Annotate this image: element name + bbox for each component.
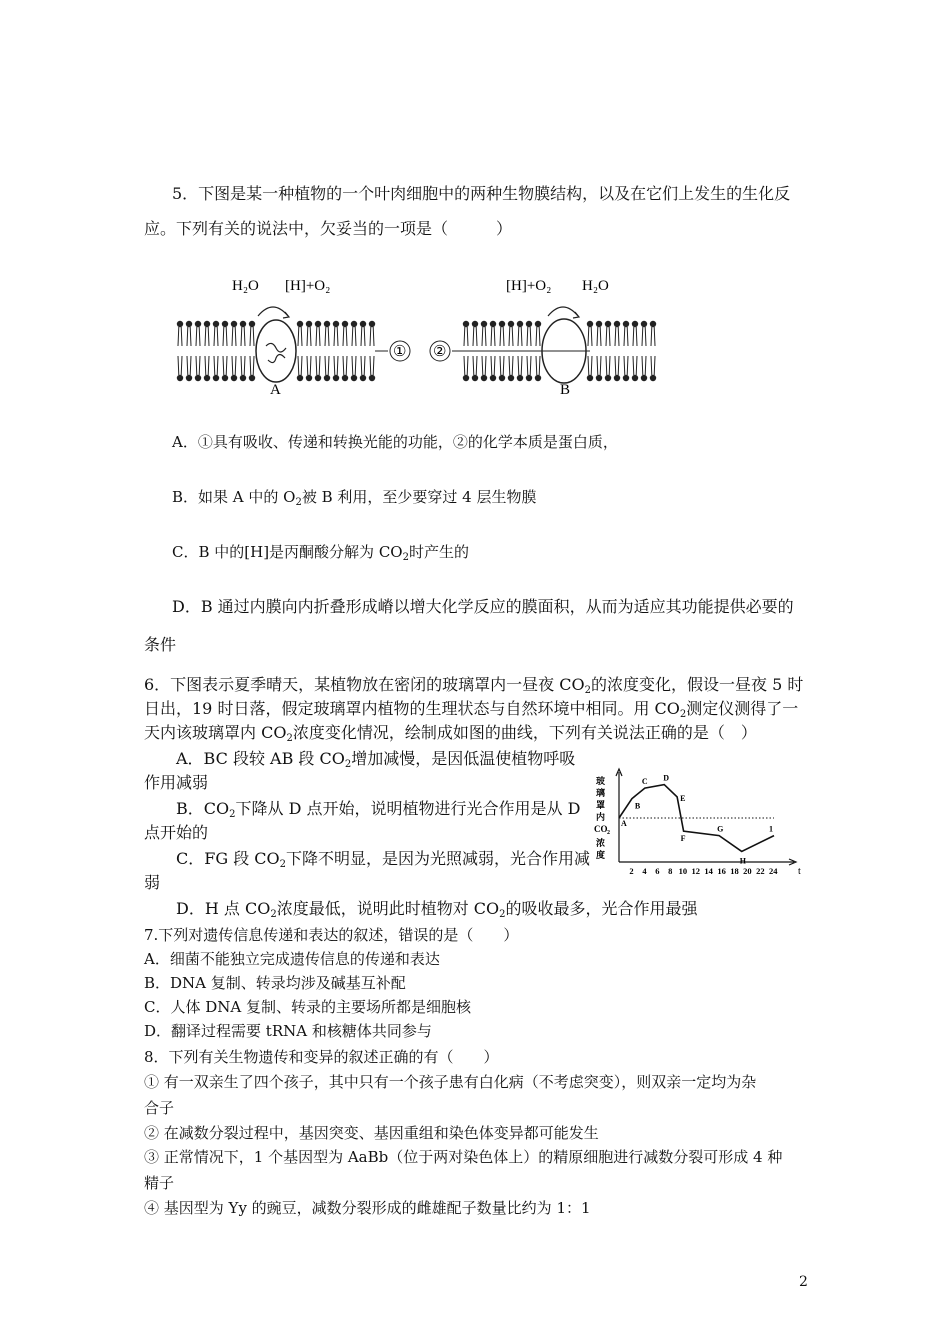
co2-concentration-chart — [594, 766, 810, 882]
point-label: H — [739, 856, 746, 866]
label-h-o2-left: [H]+O₂ — [285, 278, 331, 294]
q7-option-c: C．人体 DNA 复制、转录的主要场所都是细胞核 — [144, 998, 471, 1016]
q5-option-d-line2: 条件 — [144, 635, 177, 654]
label-circle-1: ① — [393, 344, 407, 360]
point-label: A — [621, 819, 627, 828]
q8-statement-4: ④ 基因型为 Yy 的豌豆，减数分裂形成的雌雄配子数量比约为 1：1 — [144, 1199, 591, 1217]
svg-text:CO: CO — [594, 824, 608, 834]
q5-option-a: A．①具有吸收、传递和转换光能的功能，②的化学本质是蛋白质， — [172, 433, 618, 451]
protein-a — [256, 320, 296, 382]
q8-statement-1a: ① 有一双亲生了四个孩子，其中只有一个孩子患有白化病（不考虑突变），则双亲一定均为杂 — [144, 1073, 757, 1091]
point-label: 1 — [769, 824, 773, 834]
q5-stem-line1: 5．下图是某一种植物的一个叶肉细胞中的两种生物膜结构，以及在它们上发生的生化反 — [172, 184, 791, 203]
q8-stem: 8．下列有关生物遗传和变异的叙述正确的有（ ） — [144, 1048, 499, 1066]
point-label: B — [634, 801, 641, 811]
q8-statement-3a: ③ 正常情况下，1 个基因型为 AaBb（位于两对染色体上）的精原细胞进行减数分裂可形成 4 种 — [144, 1148, 783, 1166]
x-tick-label: 6 — [655, 866, 660, 876]
x-tick-label: 18 — [730, 866, 739, 876]
svg-text:玻: 玻 — [596, 776, 606, 786]
x-tick-label: 2 — [629, 866, 634, 876]
q5-option-d-line1: D．B 通过内膜向内折叠形成嵴以增大化学反应的膜面积，从而为适应其功能提供必要的 — [172, 597, 794, 616]
x-tick-label: 14 — [704, 866, 713, 876]
q6-stem-line1: 6．下图表示夏季晴天，某植物放在密闭的玻璃罩内一昼夜 $CO_2$的浓度变化，假设一昼夜 5 时 — [144, 675, 804, 696]
point-label: F — [680, 834, 686, 844]
q6-option-a-line1: A．BC 段较 AB 段 $CO_2$增加减慢，是因低温使植物呼吸 — [176, 749, 576, 770]
q5-option-b: B．如果 A 中的 $O_2$被 B 利用，至少要穿过 4 层生物膜 — [172, 488, 537, 508]
x-tick-label: 22 — [756, 866, 765, 876]
point-label: E — [680, 793, 686, 803]
x-axis-label: t — [798, 866, 801, 877]
q6-option-c-line1: C．FG 段 $CO_2$下降不明显，是因为光照减弱，光合作用减 — [176, 849, 591, 870]
label-h-o2-right: [H]+O₂ — [506, 278, 552, 294]
q6-option-b-line2: 点开始的 — [144, 823, 209, 842]
q7-option-b: B．DNA 复制、转录均涉及碱基互补配 — [144, 974, 406, 992]
q6-option-a-line2: 作用减弱 — [144, 773, 209, 792]
x-tick-label: 4 — [642, 866, 647, 876]
q8-statement-3b: 精子 — [144, 1174, 175, 1192]
q8-statement-2: ② 在减数分裂过程中，基因突变、基因重组和染色体变异都可能发生 — [144, 1124, 599, 1142]
svg-text:璃: 璃 — [596, 788, 606, 798]
x-tick-label: 20 — [743, 866, 752, 876]
q6-stem-line2: 日出，19 时日落，假定玻璃罩内植物的生理状态与自然环境中相同。用 $CO_2$测定仪测得了一 — [144, 699, 799, 720]
svg-text:2: 2 — [607, 830, 610, 836]
q6-option-d: D．H 点 $CO_2$浓度最低，说明此时植物对 $CO_2$的吸收最多，光合作用最强 — [176, 899, 698, 920]
svg-text:浓: 浓 — [596, 838, 606, 848]
point-label: D — [663, 773, 669, 783]
label-circle-2: ② — [433, 344, 447, 360]
x-tick-label: 8 — [668, 866, 673, 876]
q7-option-a: A．细菌不能独立完成遗传信息的传递和表达 — [144, 950, 440, 968]
y-axis-label — [594, 775, 610, 860]
membrane-diagram — [170, 268, 670, 398]
q8-statement-1b: 合子 — [144, 1099, 175, 1117]
q6-option-b-line1: B．$CO_2$下降从 D 点开始，说明植物进行光合作用是从 D — [176, 799, 581, 820]
x-tick-label: 10 — [678, 866, 688, 876]
q6-option-c-line2: 弱 — [144, 873, 161, 892]
point-label: C — [641, 777, 648, 787]
label-h2o-right: H₂O — [582, 278, 609, 294]
q5-stem-line2: 应。下列有关的说法中，欠妥当的一项是（ ） — [144, 219, 513, 238]
x-tick-label: 16 — [717, 866, 726, 876]
q7-stem: 7.下列对遗传信息传递和表达的叙述，错误的是（ ） — [144, 926, 519, 944]
page-number: 2 — [799, 1274, 808, 1290]
q7-option-d: D．翻译过程需要 tRNA 和核糖体共同参与 — [144, 1022, 432, 1040]
x-tick-label: 12 — [691, 866, 700, 876]
label-b: B — [560, 382, 571, 398]
label-a: A — [270, 382, 281, 398]
svg-text:罩: 罩 — [596, 800, 606, 810]
x-tick-label: 24 — [769, 866, 778, 876]
q6-stem-line3: 天内该玻璃罩内 $CO_2$浓度变化情况，绘制成如图的曲线，下列有关说法正确的是（ ） — [144, 723, 757, 744]
q5-option-c: C．B 中的[H]是丙酮酸分解为 $CO_2$时产生的 — [172, 543, 469, 563]
svg-text:度: 度 — [596, 850, 606, 860]
svg-text:内: 内 — [596, 812, 606, 822]
point-label: G — [717, 824, 724, 834]
label-h2o-left: H₂O — [232, 278, 259, 294]
